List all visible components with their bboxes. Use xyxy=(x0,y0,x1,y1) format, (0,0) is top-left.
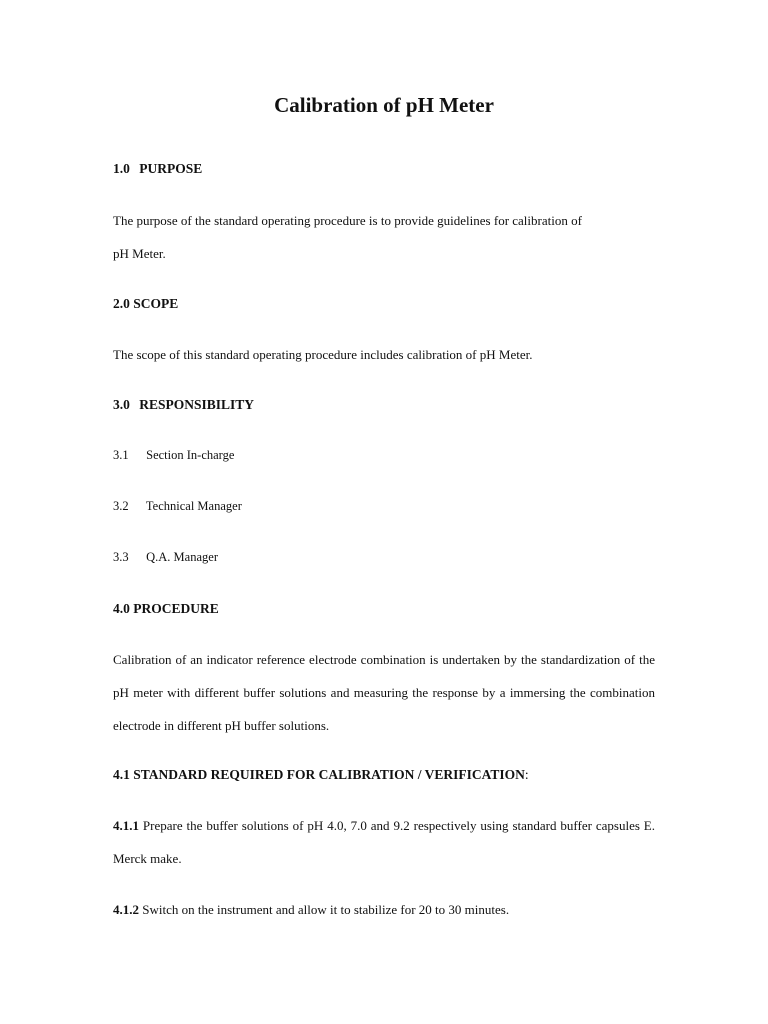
item-number: 3.3 xyxy=(113,550,129,564)
section-title: PURPOSE xyxy=(139,161,203,176)
item-label: Technical Manager xyxy=(145,499,242,513)
responsibility-item-technical-manager xyxy=(113,499,242,514)
purpose-line-1: The purpose of the standard operating procedure is to provide guidelines for calibration of xyxy=(113,213,582,228)
heading-suffix: : xyxy=(524,767,529,782)
purpose-paragraph xyxy=(113,204,655,270)
purpose-line-2: pH Meter. xyxy=(113,246,166,261)
item-number: 3.2 xyxy=(113,499,129,513)
section-number: 4.0 xyxy=(113,601,130,616)
section-heading-scope xyxy=(113,296,178,312)
procedure-paragraph: Calibration of an indicator reference electrode combination is undertaken by the standardization of the pH meter with different buffer solutions and measuring the response by a immersing the combination electrode in different pH buffer solutions. xyxy=(113,652,655,733)
section-number: 1.0 xyxy=(113,161,130,176)
step-text: Switch on the instrument and allow it to stabilize for 20 to 30 minutes. xyxy=(142,902,510,917)
section-heading-standard-required xyxy=(113,767,529,783)
step-number: 4.1.1 xyxy=(113,818,139,833)
section-heading-responsibility xyxy=(113,397,254,413)
section-title: SCOPE xyxy=(133,296,179,311)
item-label: Section In-charge xyxy=(146,448,235,462)
step-number: 4.1.2 xyxy=(113,902,139,917)
section-title: RESPONSIBILITY xyxy=(139,397,255,412)
document-title: Calibration of pH Meter xyxy=(274,93,494,117)
step-4-1-1 xyxy=(113,809,655,875)
section-heading-procedure xyxy=(113,601,219,617)
section-number: 3.0 xyxy=(113,397,130,412)
section-title: PROCEDURE xyxy=(133,601,219,616)
responsibility-item-qa-manager xyxy=(113,550,218,565)
step-text: Prepare the buffer solutions of pH 4.0, 7.0 and 9.2 respectively using standard buffer capsules E. Merck make. xyxy=(113,818,656,866)
section-number: 2.0 xyxy=(113,296,130,311)
item-label: Q.A. Manager xyxy=(146,550,218,564)
section-title: 4.1 STANDARD REQUIRED FOR CALIBRATION / VERIFICATION xyxy=(113,767,525,782)
step-4-1-2 xyxy=(113,893,655,926)
scope-paragraph: The scope of this standard operating procedure includes calibration of pH Meter. xyxy=(113,347,533,362)
responsibility-item-section-in-charge xyxy=(113,448,234,463)
section-heading-purpose xyxy=(113,161,202,177)
item-number: 3.1 xyxy=(113,448,129,462)
